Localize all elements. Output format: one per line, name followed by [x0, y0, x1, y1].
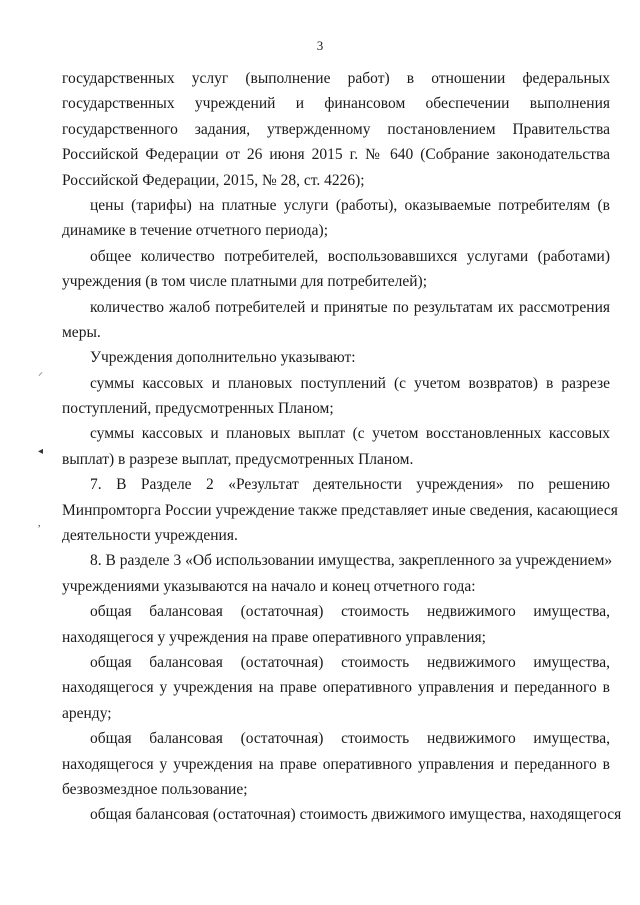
text-line: Учреждения дополнительно указывают: [90, 349, 356, 367]
text-line: поступлений, предусмотренных Планом; [62, 400, 334, 418]
text-line: Российской Федерации от 26 июня 2015 г. № 640 (Собрание законодательства [62, 146, 610, 164]
text-line: суммы кассовых и плановых поступлений (с учетом возвратов) в разрезе [90, 374, 610, 392]
scan-mark: , [38, 518, 41, 529]
text-line: находящегося у учреждения на праве оперативного управления и переданного в [62, 679, 610, 697]
text-line: общее количество потребителей, воспользовавшихся услугами (работами) [90, 247, 610, 265]
text-line: государственного задания, утвержденному постановлением Правительства [62, 120, 610, 138]
text-line: деятельности учреждения. [62, 527, 238, 545]
text-line: общая балансовая (остаточная) стоимость недвижимого имущества, [90, 730, 610, 748]
text-line: учреждениями указываются на начало и конец отчетного года: [62, 577, 476, 595]
page-number: 3 [316, 38, 324, 53]
text-line: безвозмездное пользование; [62, 780, 248, 798]
scan-mark: ◂ [38, 446, 44, 457]
text-line: общая балансовая (остаточная) стоимость недвижимого имущества, [90, 653, 610, 671]
text-line: общая балансовая (остаточная) стоимость движимого имущества, находящегося [90, 806, 622, 824]
scan-mark: ⸝ [38, 367, 43, 378]
text-line: цены (тарифы) на платные услуги (работы), оказываемые потребителям (в [90, 196, 610, 214]
text-line: общая балансовая (остаточная) стоимость недвижимого имущества, [90, 603, 610, 621]
text-line: динамике в течение отчетного периода); [62, 222, 329, 240]
text-line: выплат) в разрезе выплат, предусмотренных Планом. [62, 450, 414, 468]
text-line: государственных учреждений и финансовом обеспечении выполнения [62, 95, 610, 113]
text-line: Российской Федерации, 2015, № 28, ст. 4226); [62, 171, 365, 189]
text-line: находящегося у учреждения на праве оперативного управления; [62, 628, 486, 646]
text-line: находящегося у учреждения на праве оперативного управления и переданного в [62, 755, 610, 773]
document-body [62, 66, 622, 828]
text-line: 8. В разделе 3 «Об использовании имущества, закрепленного за учреждением» [90, 552, 613, 570]
text-line: количество жалоб потребителей и принятые по результатам их рассмотрения [90, 298, 610, 316]
text-line: учреждения (в том числе платными для потребителей); [62, 273, 428, 291]
text-line: суммы кассовых и плановых выплат (с учетом восстановленных кассовых [90, 425, 610, 443]
text-line: 7. В Разделе 2 «Результат деятельности учреждения» по решению [90, 476, 610, 494]
text-line: государственных услуг (выполнение работ) в отношении федеральных [62, 70, 610, 87]
text-line: меры. [62, 323, 101, 341]
text-line: Минпромторга России учреждение также представляет иные сведения, касающиеся [62, 501, 618, 519]
text-line: аренду; [62, 704, 112, 722]
